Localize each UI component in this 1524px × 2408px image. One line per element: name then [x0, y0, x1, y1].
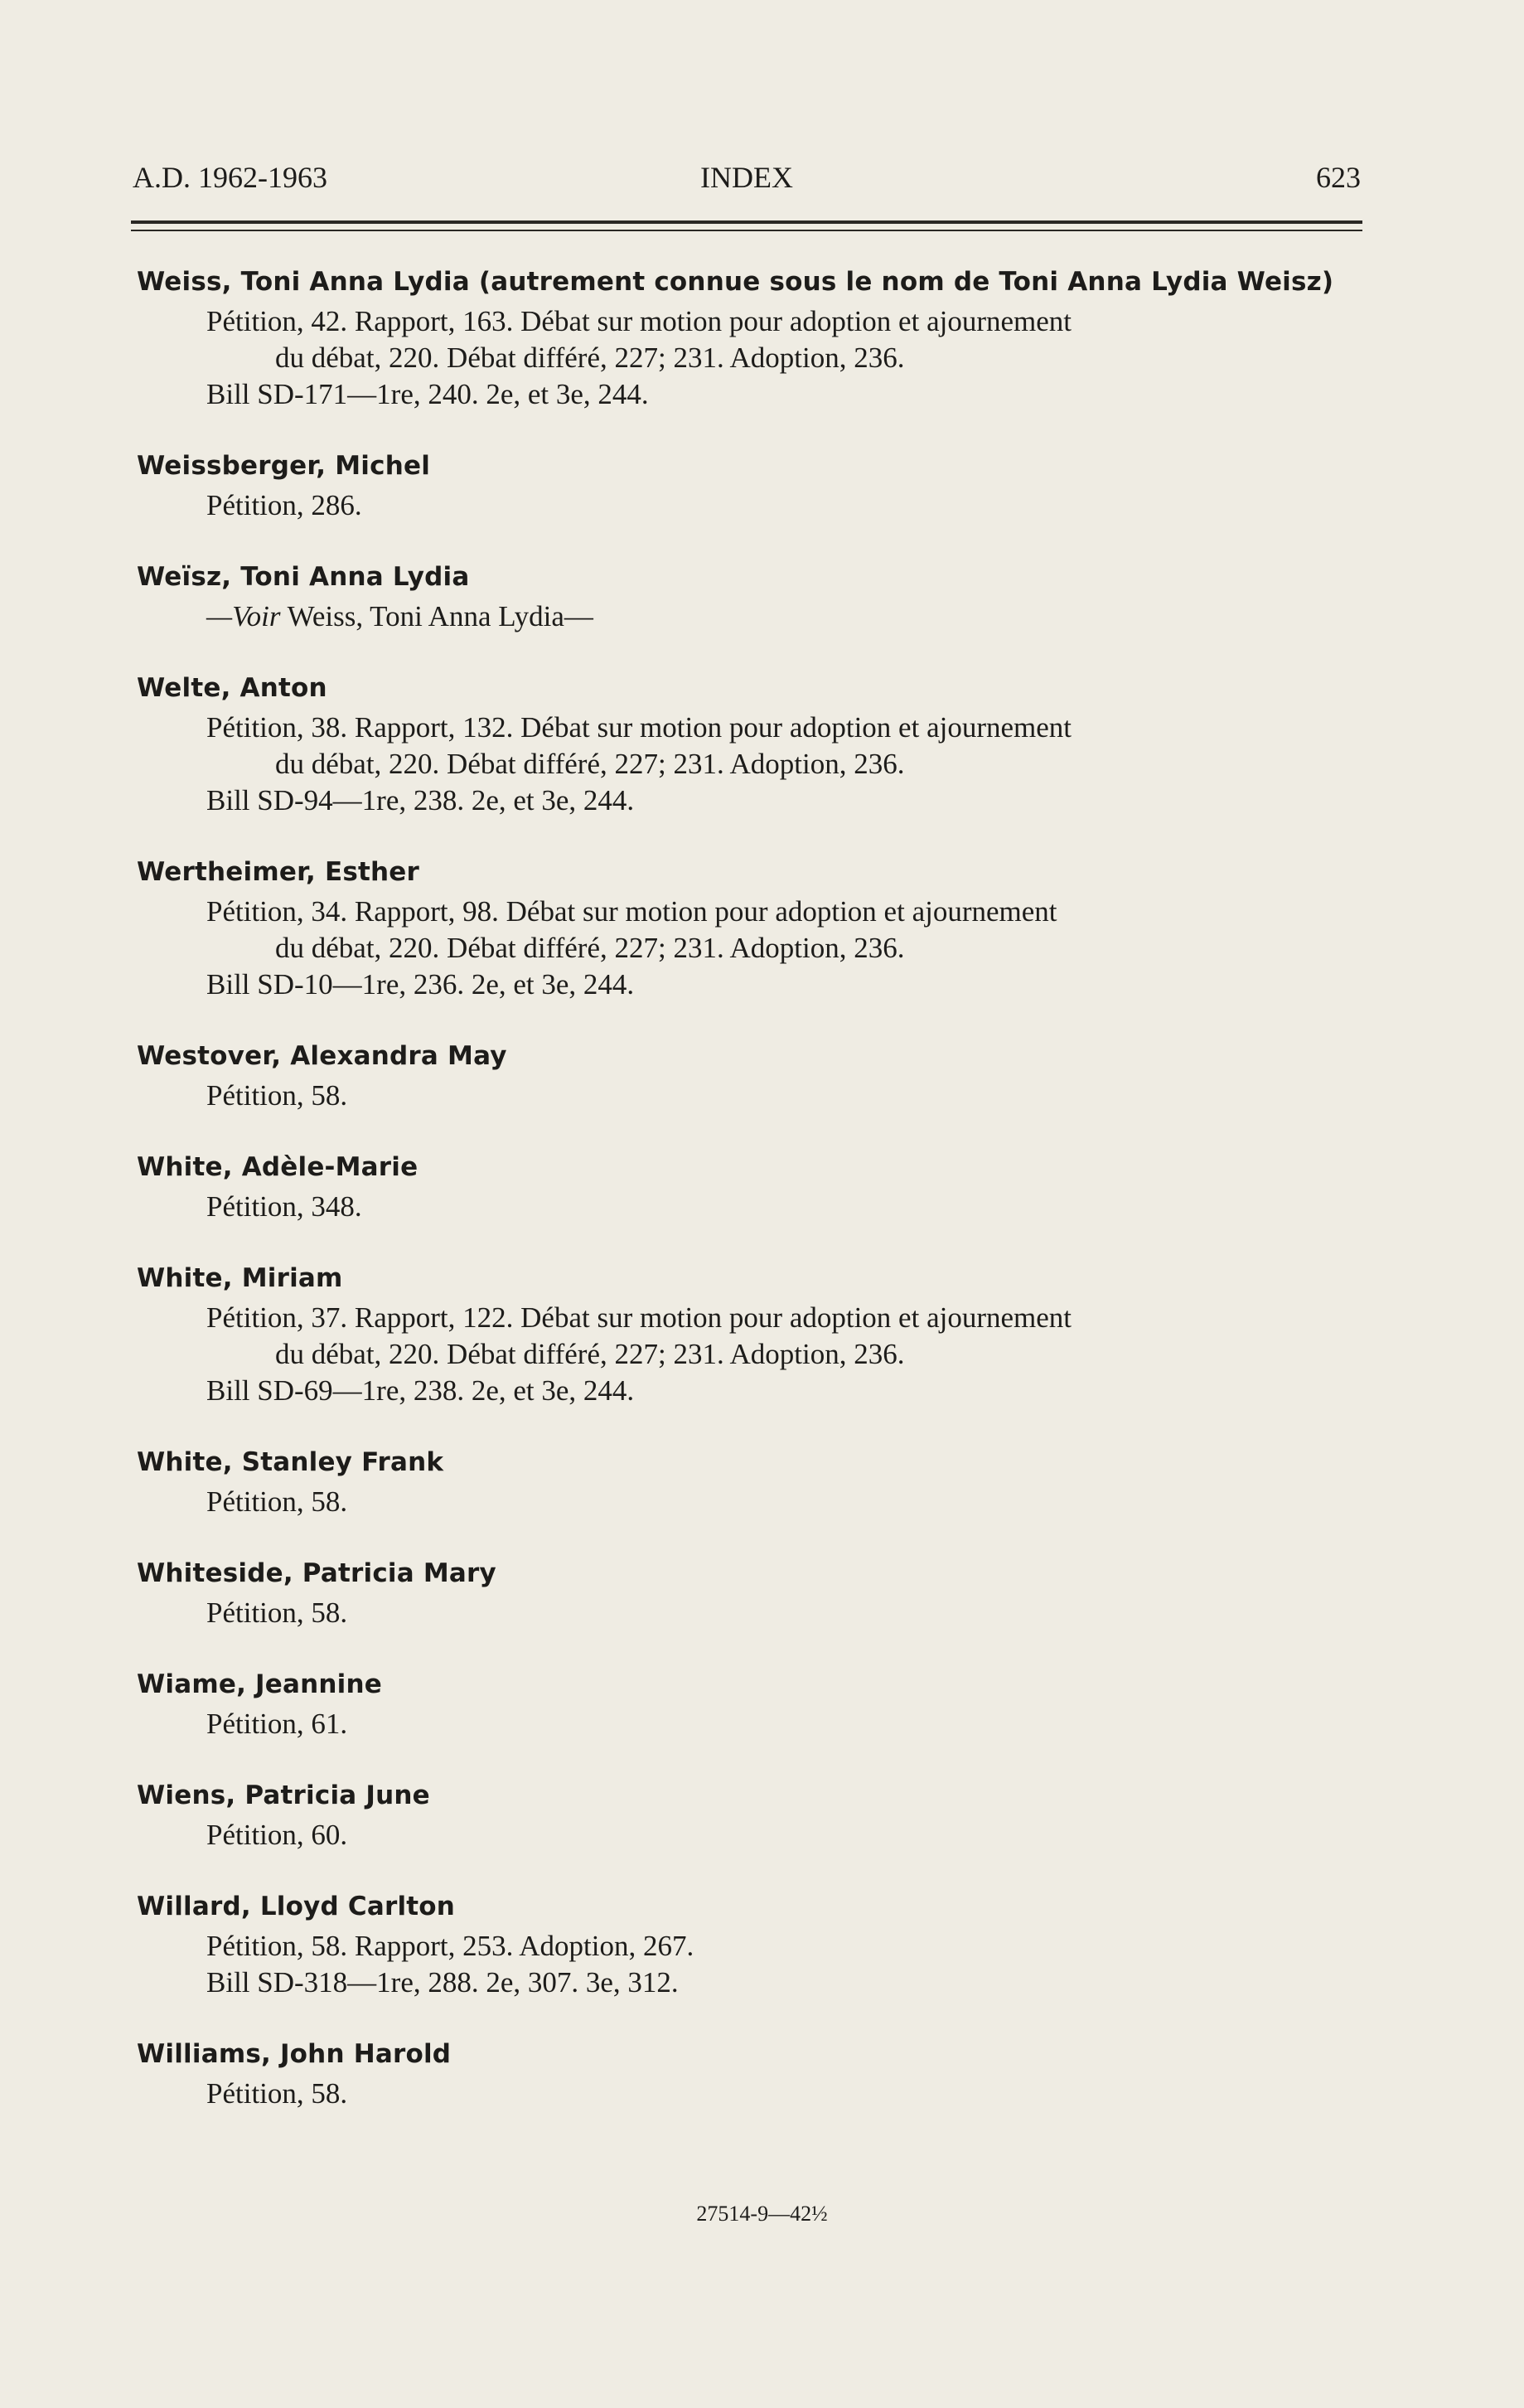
entry-detail-line: Pétition, 38. Rapport, 132. Débat sur motion pour adoption et ajournement [206, 711, 1072, 744]
index-entry [137, 448, 1363, 524]
entry-detail-line: Pétition, 348. [206, 1190, 362, 1223]
index-entry [137, 1038, 1363, 1114]
entry-detail-line: Pétition, 37. Rapport, 122. Débat sur motion pour adoption et ajournement [206, 1301, 1072, 1334]
header-rule-thin [131, 230, 1362, 231]
entry-name: Wiens, Patricia June [137, 1781, 430, 1810]
entry-name: Willard, Lloyd Carlton [137, 1892, 456, 1921]
index-entry [137, 1444, 1363, 1520]
entry-detail-line: Pétition, 58. [206, 1596, 348, 1629]
entry-name: Weiss, Toni Anna Lydia (autrement connue sous le nom de Toni Anna Lydia Weisz) [137, 267, 1334, 297]
entry-name: Welte, Anton [137, 673, 327, 703]
entry-detail-line: Bill SD-10—1re, 236. 2e, et 3e, 244. [206, 968, 635, 1001]
entry-detail-line: Bill SD-94—1re, 238. 2e, et 3e, 244. [206, 784, 635, 816]
page-number: 623 [1316, 161, 1361, 194]
index-entry [137, 1555, 1363, 1631]
entry-name: White, Miriam [137, 1263, 343, 1293]
entry-detail-line: Pétition, 286. [206, 489, 362, 521]
entry-detail-line: Bill SD-171—1re, 240. 2e, et 3e, 244. [206, 378, 649, 410]
cross-reference [137, 598, 1363, 635]
entry-detail-line: Pétition, 60. [206, 1819, 348, 1851]
header-years: A.D. 1962-1963 [133, 161, 327, 194]
entry-detail-line: Bill SD-318—1re, 288. 2e, 307. 3e, 312. [206, 1966, 679, 1999]
running-header [133, 160, 1361, 201]
index-entry [137, 1260, 1363, 1409]
entry-detail-continuation: du débat, 220. Débat différé, 227; 231. Adoption, 236. [275, 748, 905, 780]
entry-detail-line: Bill SD-69—1re, 238. 2e, et 3e, 244. [206, 1374, 635, 1407]
entry-detail-line: Pétition, 58. [206, 1079, 348, 1112]
entry-detail-line: Pétition, 58. [206, 1485, 348, 1518]
entry-name: Weïsz, Toni Anna Lydia [137, 562, 470, 592]
index-entry [137, 264, 1363, 413]
index-entry [137, 854, 1363, 1003]
see-target: Weiss, Toni Anna Lydia— [280, 600, 593, 632]
entry-name: Weissberger, Michel [137, 451, 431, 481]
index-entry [137, 670, 1363, 819]
entry-name: White, Adèle-Marie [137, 1152, 418, 1182]
entry-detail-continuation: du débat, 220. Débat différé, 227; 231. Adoption, 236. [275, 342, 905, 374]
entry-detail-line: Pétition, 58. Rapport, 253. Adoption, 267. [206, 1930, 694, 1962]
index-entry [137, 1666, 1363, 1742]
index-entry [137, 1149, 1363, 1225]
entry-detail-line: Pétition, 42. Rapport, 163. Débat sur motion pour adoption et ajournement [206, 305, 1072, 337]
entry-name: Williams, John Harold [137, 2039, 452, 2069]
entry-detail-line: Pétition, 61. [206, 1708, 348, 1740]
entry-detail-continuation: du débat, 220. Débat différé, 227; 231. Adoption, 236. [275, 1338, 905, 1370]
entry-name: Westover, Alexandra May [137, 1041, 507, 1071]
entry-name: White, Stanley Frank [137, 1447, 444, 1477]
see-prefix: —Voir [206, 600, 281, 632]
entry-detail-line: Pétition, 34. Rapport, 98. Débat sur motion pour adoption et ajournement [206, 895, 1057, 928]
header-rule-thick [131, 220, 1362, 224]
entry-name: Wertheimer, Esther [137, 857, 419, 887]
entry-detail-continuation: du débat, 220. Débat différé, 227; 231. Adoption, 236. [275, 932, 905, 964]
index-entry [137, 1777, 1363, 1853]
index-entry [137, 2036, 1363, 2112]
entry-name: Wiame, Jeannine [137, 1669, 382, 1699]
index-entry [137, 559, 1363, 635]
entry-detail-line: Pétition, 58. [206, 2077, 348, 2110]
print-code: 27514-9—42½ [696, 2202, 828, 2226]
header-title: INDEX [700, 161, 793, 194]
index-entry [137, 1888, 1363, 2001]
entry-name: Whiteside, Patricia Mary [137, 1558, 496, 1588]
index-entries [137, 264, 1363, 2147]
